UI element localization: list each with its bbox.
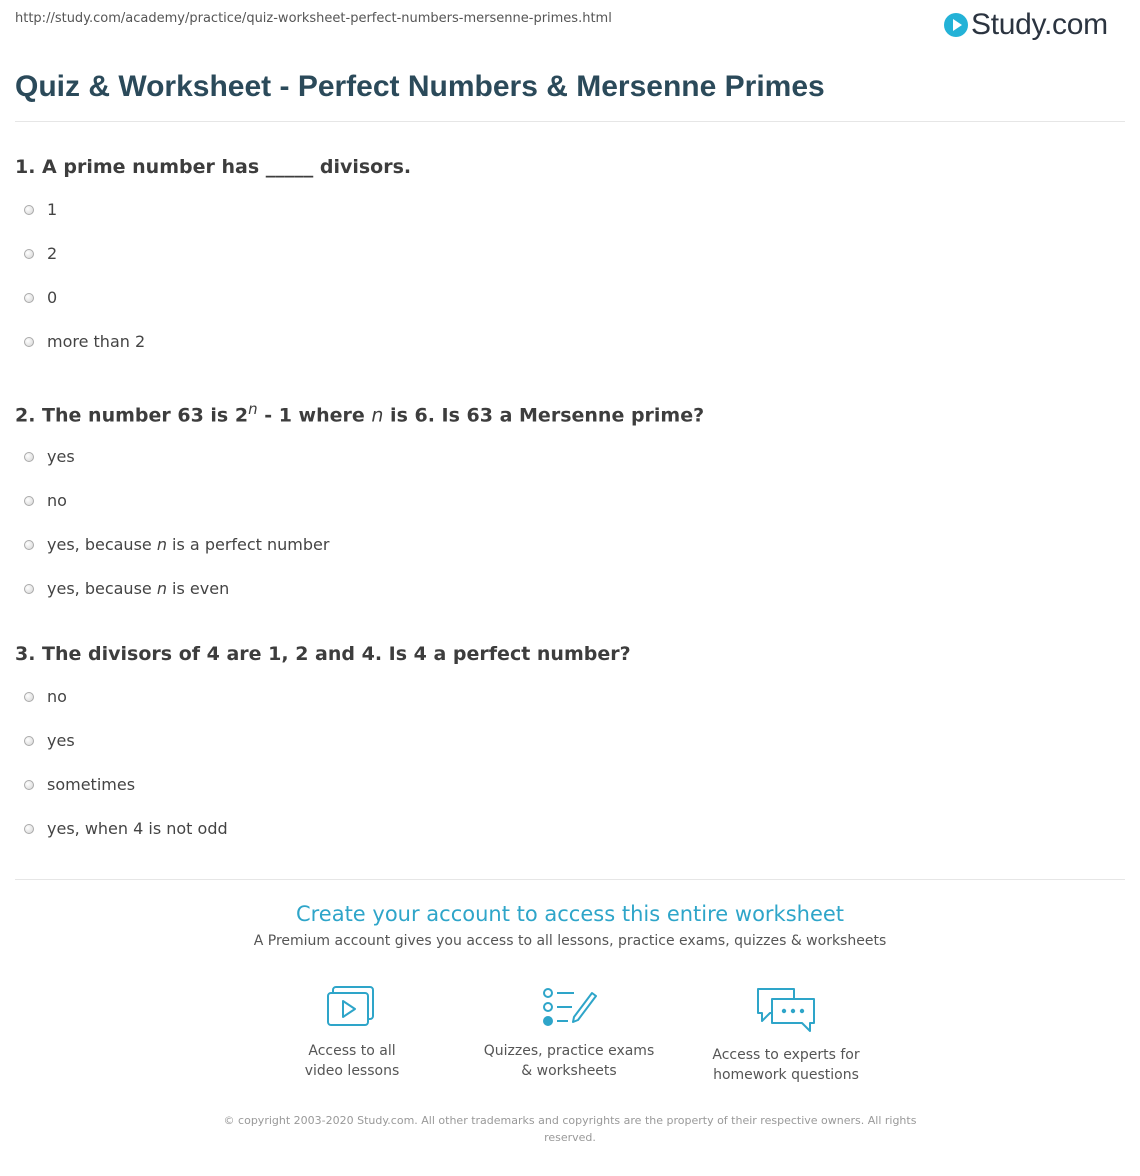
question-2-option-3[interactable] (24, 535, 329, 554)
radio-button[interactable] (24, 496, 34, 506)
expert-chat-icon (754, 985, 818, 1033)
radio-button[interactable] (24, 780, 34, 790)
feature-quizzes (469, 985, 669, 1081)
variable: n (371, 404, 384, 427)
option-label: 1 (47, 200, 58, 219)
feature-label (469, 1041, 669, 1081)
question-1: 1. A prime number has _____ divisors. (15, 156, 412, 178)
play-logo-icon (944, 13, 968, 37)
logo-text: Study.com (971, 8, 1108, 41)
question-2-option-2[interactable] (24, 491, 67, 510)
question-1-option-3[interactable] (24, 288, 57, 307)
option-label: yes (47, 731, 75, 750)
option-label: 2 (47, 244, 58, 263)
option-label: 0 (47, 288, 58, 307)
radio-button[interactable] (24, 293, 34, 303)
cta-subtitle: A Premium account gives you access to all lessons, practice exams, quizzes & worksheets (253, 933, 887, 949)
option-text: yes, because (47, 579, 157, 598)
question-3: 3. The divisors of 4 are 1, 2 and 4. Is 4 a perfect number? (15, 643, 631, 665)
radio-button[interactable] (24, 692, 34, 702)
option-text: is a perfect number (166, 535, 330, 554)
option-label: more than 2 (47, 332, 146, 351)
radio-button[interactable] (24, 452, 34, 462)
exponent: n (248, 400, 258, 418)
divider (15, 879, 1125, 880)
option-label (47, 579, 229, 598)
feature-line: Access to all (308, 1043, 396, 1059)
question-3-option-3[interactable] (24, 775, 135, 794)
question-1-option-1[interactable] (24, 200, 57, 219)
copyright-footer (210, 1112, 930, 1146)
question-text: 2. The number 63 is 2 (15, 404, 249, 427)
feature-line: video lessons (304, 1063, 400, 1079)
option-text: yes, because (47, 535, 157, 554)
radio-button[interactable] (24, 584, 34, 594)
question-text: is 6. Is 63 a Mersenne prime? (383, 404, 705, 427)
option-label: yes (47, 447, 75, 466)
feature-label (686, 1045, 886, 1085)
question-3-option-1[interactable] (24, 687, 67, 706)
question-1-option-2[interactable] (24, 244, 57, 263)
question-2 (15, 400, 704, 426)
question-1-option-4[interactable] (24, 332, 145, 351)
option-label: sometimes (47, 775, 136, 794)
option-label: yes, when 4 is not odd (47, 819, 228, 838)
feature-line: Quizzes, practice exams (483, 1043, 655, 1059)
question-3-option-4[interactable] (24, 819, 228, 838)
radio-button[interactable] (24, 249, 34, 259)
video-lesson-icon (325, 985, 379, 1029)
question-2-option-4[interactable] (24, 579, 229, 598)
radio-button[interactable] (24, 824, 34, 834)
page-title: Quiz & Worksheet - Perfect Numbers & Mersenne Primes (15, 70, 825, 103)
question-text: - 1 where (257, 404, 372, 427)
radio-button[interactable] (24, 540, 34, 550)
feature-experts (686, 985, 886, 1085)
feature-label (252, 1041, 452, 1081)
variable: n (156, 535, 167, 554)
question-2-option-1[interactable] (24, 447, 75, 466)
study-logo[interactable] (944, 8, 1108, 42)
question-3-option-2[interactable] (24, 731, 75, 750)
option-text: is even (166, 579, 230, 598)
radio-button[interactable] (24, 337, 34, 347)
option-label: no (47, 687, 67, 706)
quiz-checklist-icon (540, 985, 598, 1029)
page-url: http://study.com/academy/practice/quiz-worksheet-perfect-numbers-mersenne-primes.html (15, 11, 612, 26)
radio-button[interactable] (24, 736, 34, 746)
feature-line: & worksheets (521, 1063, 617, 1079)
feature-video-lessons (252, 985, 452, 1081)
feature-line: Access to experts for (712, 1047, 860, 1063)
footer-line: reserved. (544, 1131, 596, 1144)
footer-line: © copyright 2003-2020 Study.com. All other trademarks and copyrights are the property of their respective owners. All rights (223, 1114, 917, 1127)
variable: n (156, 579, 167, 598)
option-label (47, 535, 329, 554)
option-label: no (47, 491, 67, 510)
create-account-link[interactable]: Create your account to access this entire worksheet (295, 902, 845, 926)
divider (15, 121, 1125, 122)
feature-line: homework questions (713, 1067, 859, 1083)
radio-button[interactable] (24, 205, 34, 215)
